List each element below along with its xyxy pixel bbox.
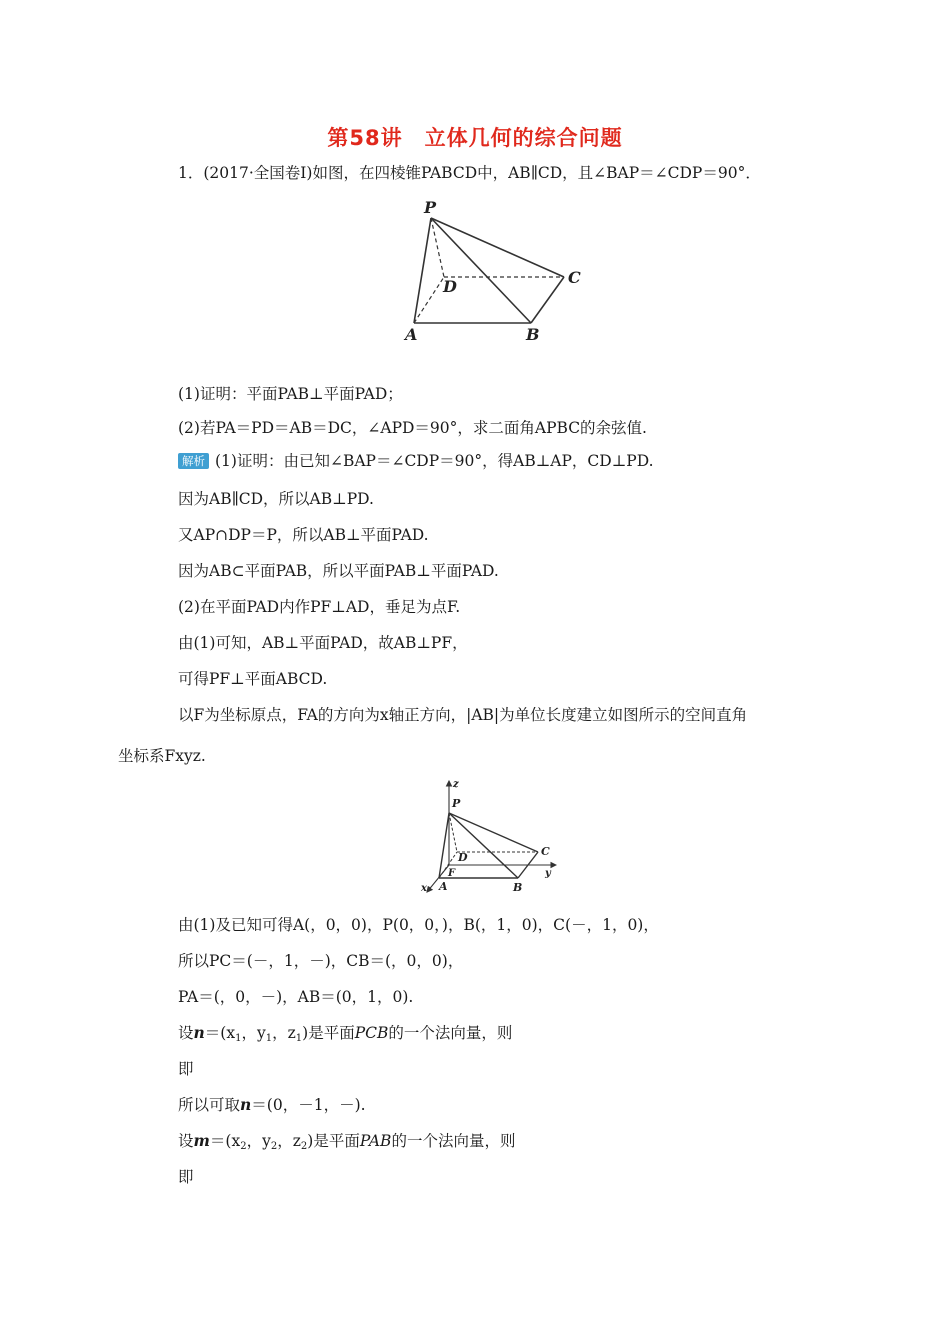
solution-line-16 <box>178 1131 515 1157</box>
solution-line-9: 坐标系Fxyz. <box>118 747 206 765</box>
label-c: C <box>568 268 581 287</box>
subscript: 1 <box>265 1033 273 1044</box>
coordinate-figure <box>415 775 565 900</box>
solution-line-7: 可得PF⊥平面ABCD. <box>178 670 328 688</box>
edge-pd <box>431 218 444 277</box>
label-b: B <box>526 325 540 344</box>
solution-line-6: 由(1)可知，AB⊥平面PAD，故AB⊥PF， <box>178 634 468 652</box>
label-c: C <box>541 845 550 858</box>
vector-n: n <box>193 1023 205 1042</box>
plane-name: PCB <box>354 1024 389 1042</box>
label-d: D <box>443 277 457 296</box>
solution-line-13 <box>178 1023 512 1049</box>
edge-pb <box>449 813 518 878</box>
solution-line-8: 以F为坐标原点，FA的方向为x轴正方向，|AB|为单位长度建立如图所示的空间直角 <box>178 706 748 724</box>
text: ＝(x <box>209 1132 241 1150</box>
edge-pc <box>449 813 538 852</box>
solution-line-17: 即 <box>178 1168 194 1186</box>
solution-line-1 <box>178 451 654 471</box>
solution-line-14: 即 <box>178 1060 194 1078</box>
solution-line-2: 因为AB∥CD，所以AB⊥PD. <box>178 490 374 508</box>
label-a: A <box>439 880 448 893</box>
text: 所以可取 <box>178 1096 241 1114</box>
edge-pb <box>431 218 531 323</box>
vector-m: m <box>193 1131 210 1150</box>
subscript: 2 <box>270 1141 278 1152</box>
text: ，y <box>246 1132 271 1150</box>
part-2: (2)若PA＝PD＝AB＝DC，∠APD＝90°，求二面角APBC的余弦值. <box>178 419 647 437</box>
label-a: A <box>405 325 418 344</box>
label-f: F <box>448 868 456 879</box>
subscript: 2 <box>300 1141 308 1152</box>
page-title: 第58讲 立体几何的综合问题 <box>327 126 623 150</box>
label-y: y <box>545 868 551 879</box>
label-b: B <box>513 881 523 894</box>
label-x: x <box>421 883 427 894</box>
solution-line-5: (2)在平面PAD内作PF⊥AD，垂足为点F. <box>178 598 461 616</box>
text: 设 <box>178 1024 194 1042</box>
edge-pa <box>414 218 431 323</box>
solution-line-15 <box>178 1095 366 1115</box>
pyramid-figure <box>400 193 595 345</box>
text: 设 <box>178 1132 194 1150</box>
text: )是平面 <box>302 1024 355 1042</box>
subscript: 1 <box>295 1033 303 1044</box>
solution-line-3: 又AP∩DP＝P，所以AB⊥平面PAD. <box>178 526 429 544</box>
text: )是平面 <box>307 1132 360 1150</box>
text: 的一个法向量，则 <box>388 1024 513 1042</box>
subscript: 2 <box>240 1141 247 1152</box>
text: ，z <box>272 1024 296 1042</box>
edge-pc <box>431 218 564 277</box>
solution-line-4: 因为AB⊂平面PAB，所以平面PAB⊥平面PAD. <box>178 562 499 580</box>
text: ＝(x <box>204 1024 236 1042</box>
solution-badge: 解析 <box>178 453 209 469</box>
label-p: P <box>424 198 437 217</box>
label-p: P <box>452 797 461 810</box>
vector-n: n <box>240 1095 252 1114</box>
solution-line-11: 所以PC＝(－，1，－)，CB＝(，0，0)， <box>178 952 464 970</box>
text: ，z <box>277 1132 301 1150</box>
solution-line-10: 由(1)及已知可得A(，0，0)，P(0，0，)，B(，1，0)，C(－，1，0)， <box>178 916 659 934</box>
text: ，y <box>241 1024 266 1042</box>
problem-statement: 1．(2017·全国卷Ⅰ)如图，在四棱锥PABCD中，AB∥CD，且∠BAP＝∠CDP＝90°． <box>178 164 761 182</box>
solution-line-12: PA＝(，0，－)，AB＝(0，1，0). <box>178 988 414 1006</box>
text: 的一个法向量，则 <box>391 1132 516 1150</box>
label-d: D <box>458 851 468 864</box>
part-1: (1)证明：平面PAB⊥平面PAD； <box>178 385 403 403</box>
subscript: 1 <box>235 1033 242 1044</box>
label-z: z <box>453 779 459 790</box>
plane-name: PAB <box>359 1132 392 1150</box>
edge-bc <box>531 277 564 323</box>
solution-line-1-text: (1)证明：由已知∠BAP＝∠CDP＝90°，得AB⊥AP，CD⊥PD. <box>215 452 654 470</box>
text: ＝(0，－1，－). <box>251 1096 366 1114</box>
